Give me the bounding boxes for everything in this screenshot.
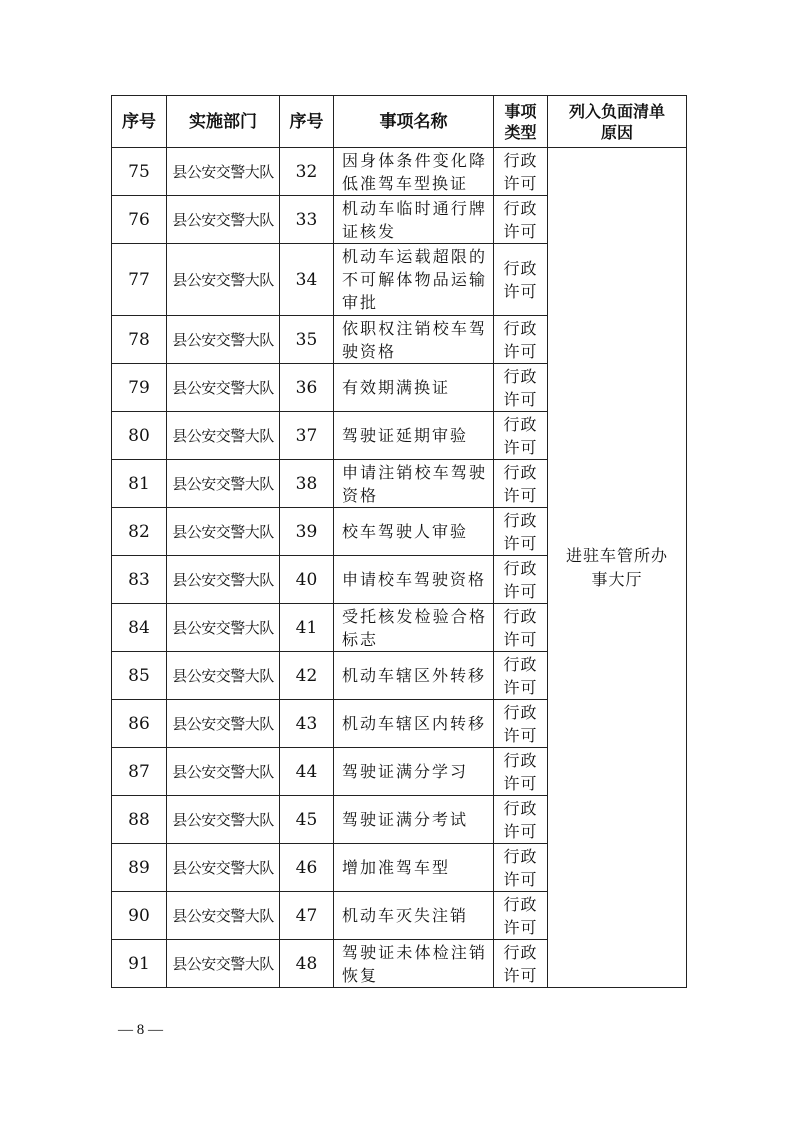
cell-item-name: 增加准驾车型 [334,844,494,892]
cell-dept: 县公安交警大队 [167,700,280,748]
cell-seq: 89 [112,844,167,892]
header-reason [548,96,687,148]
cell-item-type [494,796,548,844]
cell-seq: 78 [112,316,167,364]
cell-sub-seq: 38 [280,460,334,508]
cell-item-type [494,364,548,412]
cell-dept: 县公安交警大队 [167,892,280,940]
cell-item-name: 驾驶证未体检注销恢复 [334,940,494,988]
header-sub-seq: 序号 [280,96,334,148]
cell-item-type-line2: 许可 [503,533,538,553]
cell-sub-seq: 36 [280,364,334,412]
cell-reason-line2: 事大厅 [591,569,643,589]
cell-item-name: 受托核发检验合格标志 [334,604,494,652]
cell-sub-seq: 45 [280,796,334,844]
header-item-type [494,96,548,148]
cell-item-type [494,652,548,700]
cell-sub-seq: 39 [280,508,334,556]
cell-item-type-line2: 许可 [503,173,538,193]
cell-item-type [494,844,548,892]
cell-seq: 77 [112,244,167,316]
cell-seq: 84 [112,604,167,652]
cell-item-type-line1: 行政 [503,510,538,530]
header-seq: 序号 [112,96,167,148]
cell-item-type-line1: 行政 [503,366,538,386]
cell-sub-seq: 32 [280,148,334,196]
cell-item-type-line2: 许可 [503,869,538,889]
cell-seq: 79 [112,364,167,412]
cell-item-type-line1: 行政 [503,702,538,722]
cell-item-type [494,556,548,604]
cell-item-name: 驾驶证延期审验 [334,412,494,460]
cell-seq: 91 [112,940,167,988]
cell-dept: 县公安交警大队 [167,652,280,700]
cell-dept: 县公安交警大队 [167,508,280,556]
cell-item-name: 校车驾驶人审验 [334,508,494,556]
cell-sub-seq: 44 [280,748,334,796]
cell-sub-seq: 48 [280,940,334,988]
cell-item-type-line2: 许可 [503,629,538,649]
cell-item-type-line2: 许可 [503,581,538,601]
cell-item-type-line1: 行政 [503,942,538,962]
cell-item-type-line2: 许可 [503,965,538,985]
cell-item-type [494,412,548,460]
cell-sub-seq: 43 [280,700,334,748]
cell-reason-line1: 进驻车管所办 [565,545,668,565]
cell-item-type-line1: 行政 [503,198,538,218]
cell-item-type-line1: 行政 [503,894,538,914]
cell-item-type-line1: 行政 [503,750,538,770]
cell-item-type [494,748,548,796]
cell-item-type-line1: 行政 [503,150,538,170]
header-item-name: 事项名称 [334,96,494,148]
cell-sub-seq: 42 [280,652,334,700]
cell-reason [548,148,687,988]
cell-item-type [494,316,548,364]
cell-dept: 县公安交警大队 [167,604,280,652]
cell-item-type-line2: 许可 [503,389,538,409]
cell-item-type-line1: 行政 [503,654,538,674]
cell-seq: 80 [112,412,167,460]
cell-item-name: 机动车辖区外转移 [334,652,494,700]
cell-seq: 81 [112,460,167,508]
cell-dept: 县公安交警大队 [167,556,280,604]
cell-sub-seq: 47 [280,892,334,940]
cell-dept: 县公安交警大队 [167,460,280,508]
cell-seq: 88 [112,796,167,844]
header-item-type-line1: 事项 [504,101,537,121]
table-row [112,148,687,196]
cell-item-type-line1: 行政 [503,462,538,482]
cell-sub-seq: 35 [280,316,334,364]
negative-list-table [111,95,687,988]
cell-seq: 90 [112,892,167,940]
header-dept: 实施部门 [167,96,280,148]
cell-item-name: 机动车运载超限的不可解体物品运输审批 [334,244,494,316]
cell-item-type [494,460,548,508]
cell-dept: 县公安交警大队 [167,196,280,244]
cell-sub-seq: 34 [280,244,334,316]
cell-item-type [494,700,548,748]
cell-item-name: 机动车临时通行牌证核发 [334,196,494,244]
cell-seq: 86 [112,700,167,748]
cell-item-name: 机动车灭失注销 [334,892,494,940]
cell-seq: 83 [112,556,167,604]
cell-item-type-line1: 行政 [503,846,538,866]
cell-item-type [494,604,548,652]
cell-item-name: 申请注销校车驾驶资格 [334,460,494,508]
cell-seq: 85 [112,652,167,700]
cell-sub-seq: 37 [280,412,334,460]
cell-item-name: 有效期满换证 [334,364,494,412]
cell-dept: 县公安交警大队 [167,796,280,844]
cell-item-type-line2: 许可 [503,773,538,793]
cell-dept: 县公安交警大队 [167,316,280,364]
cell-seq: 76 [112,196,167,244]
cell-item-type-line2: 许可 [503,821,538,841]
table-body [112,148,687,988]
cell-item-type-line2: 许可 [503,221,538,241]
cell-dept: 县公安交警大队 [167,844,280,892]
cell-seq: 75 [112,148,167,196]
cell-dept: 县公安交警大队 [167,244,280,316]
cell-item-type-line1: 行政 [503,258,538,278]
page-number: — 8 — [118,1022,163,1038]
header-item-type-line2: 类型 [504,122,537,142]
header-reason-line2: 原因 [600,122,633,142]
cell-item-name: 机动车辖区内转移 [334,700,494,748]
cell-item-type-line2: 许可 [503,485,538,505]
header-reason-line1: 列入负面清单 [568,101,665,121]
cell-sub-seq: 41 [280,604,334,652]
table-header-row [112,96,687,148]
cell-item-name: 因身体条件变化降低准驾车型换证 [334,148,494,196]
cell-item-type [494,244,548,316]
cell-dept: 县公安交警大队 [167,412,280,460]
cell-item-type [494,508,548,556]
cell-dept: 县公安交警大队 [167,940,280,988]
cell-seq: 87 [112,748,167,796]
cell-item-type [494,892,548,940]
cell-item-type-line2: 许可 [503,341,538,361]
cell-item-type-line1: 行政 [503,318,538,338]
cell-item-type-line1: 行政 [503,558,538,578]
cell-item-type-line1: 行政 [503,606,538,626]
cell-item-name: 驾驶证满分考试 [334,796,494,844]
cell-item-type-line1: 行政 [503,414,538,434]
cell-dept: 县公安交警大队 [167,148,280,196]
cell-sub-seq: 40 [280,556,334,604]
cell-item-name: 依职权注销校车驾驶资格 [334,316,494,364]
cell-dept: 县公安交警大队 [167,748,280,796]
cell-item-type [494,148,548,196]
cell-sub-seq: 33 [280,196,334,244]
cell-item-type [494,196,548,244]
cell-seq: 82 [112,508,167,556]
cell-dept: 县公安交警大队 [167,364,280,412]
cell-item-type-line2: 许可 [503,917,538,937]
cell-item-type-line2: 许可 [503,437,538,457]
cell-item-type-line1: 行政 [503,798,538,818]
cell-item-name: 申请校车驾驶资格 [334,556,494,604]
cell-item-type-line2: 许可 [503,281,538,301]
cell-item-name: 驾驶证满分学习 [334,748,494,796]
cell-item-type-line2: 许可 [503,677,538,697]
cell-sub-seq: 46 [280,844,334,892]
cell-item-type-line2: 许可 [503,725,538,745]
cell-item-type [494,940,548,988]
